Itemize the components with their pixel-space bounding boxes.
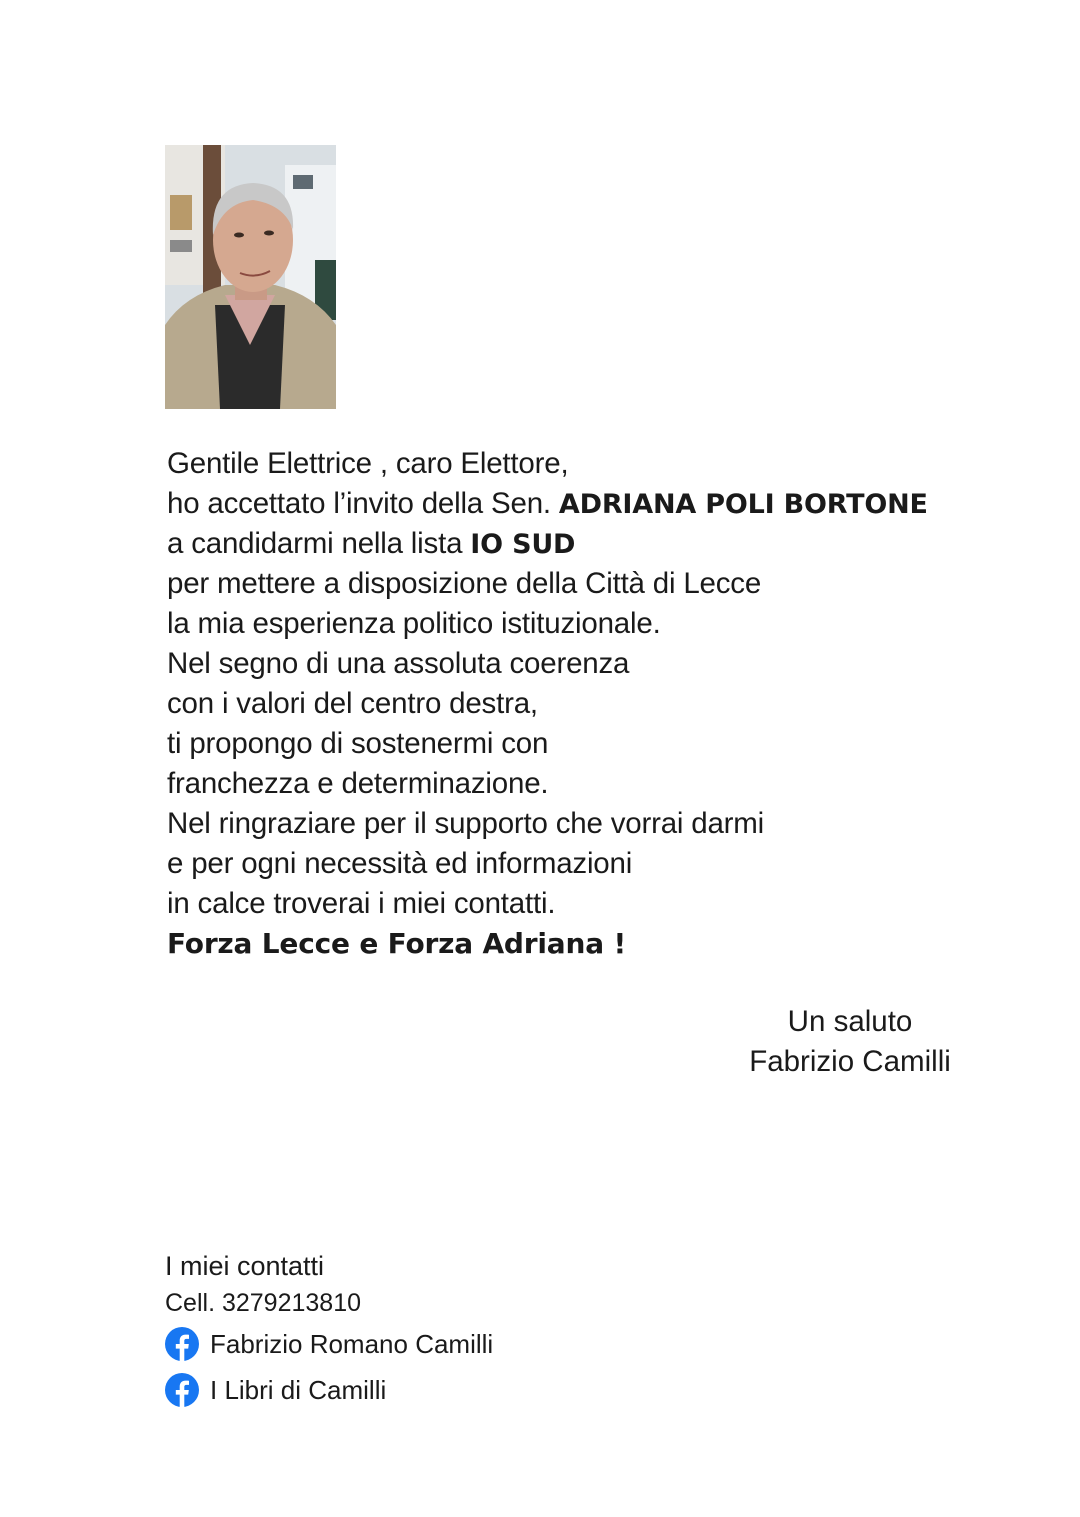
letter-line: in calce troverai i miei contatti. — [167, 887, 556, 920]
list-name: IO SUD — [470, 529, 576, 560]
letter-line: e per ogni necessità ed informazioni — [167, 847, 633, 880]
letter-line: Nel segno di una assoluta coerenza — [167, 647, 630, 680]
phone-number: Cell. 3279213810 — [165, 1289, 361, 1317]
contacts-heading: I miei contatti — [165, 1251, 325, 1281]
letter-closing: Forza Lecce e Forza Adriana ! — [167, 927, 627, 960]
facebook-contact-label: I Libri di Camilli — [210, 1374, 387, 1405]
signature-name: Fabrizio Camilli — [749, 1045, 951, 1078]
facebook-contact[interactable] — [165, 1321, 765, 1367]
letter-line: la mia esperienza politico istituzionale. — [167, 607, 661, 640]
facebook-contact[interactable] — [165, 1367, 765, 1413]
facebook-icon — [165, 1373, 199, 1407]
letter-line: per mettere a disposizione della Città di Lecce — [167, 567, 762, 600]
letter-salutation: Gentile Elettrice , caro Elettore, — [167, 447, 569, 480]
facebook-contact-label: Fabrizio Romano Camilli — [210, 1328, 494, 1359]
letter-line-invitation: ho accettato l’invito della Sen. ADRIANA POLI BORTONE — [167, 487, 928, 520]
letter-line: Nel ringraziare per il supporto che vorrai darmi — [167, 807, 765, 840]
facebook-icon — [165, 1327, 199, 1361]
portrait-photo — [165, 145, 336, 409]
letter-line: con i valori del centro destra, — [167, 687, 538, 720]
letter-line-list: a candidarmi nella lista IO SUD — [167, 527, 576, 560]
signature — [700, 1002, 1000, 1082]
letter-body — [167, 444, 1047, 964]
contacts-section — [165, 1247, 765, 1413]
senator-name: ADRIANA POLI BORTONE — [558, 489, 928, 520]
letter-line: franchezza e determinazione. — [167, 767, 549, 800]
signature-greeting: Un saluto — [787, 1005, 913, 1038]
letter-line: ti propongo di sostenermi con — [167, 727, 549, 760]
